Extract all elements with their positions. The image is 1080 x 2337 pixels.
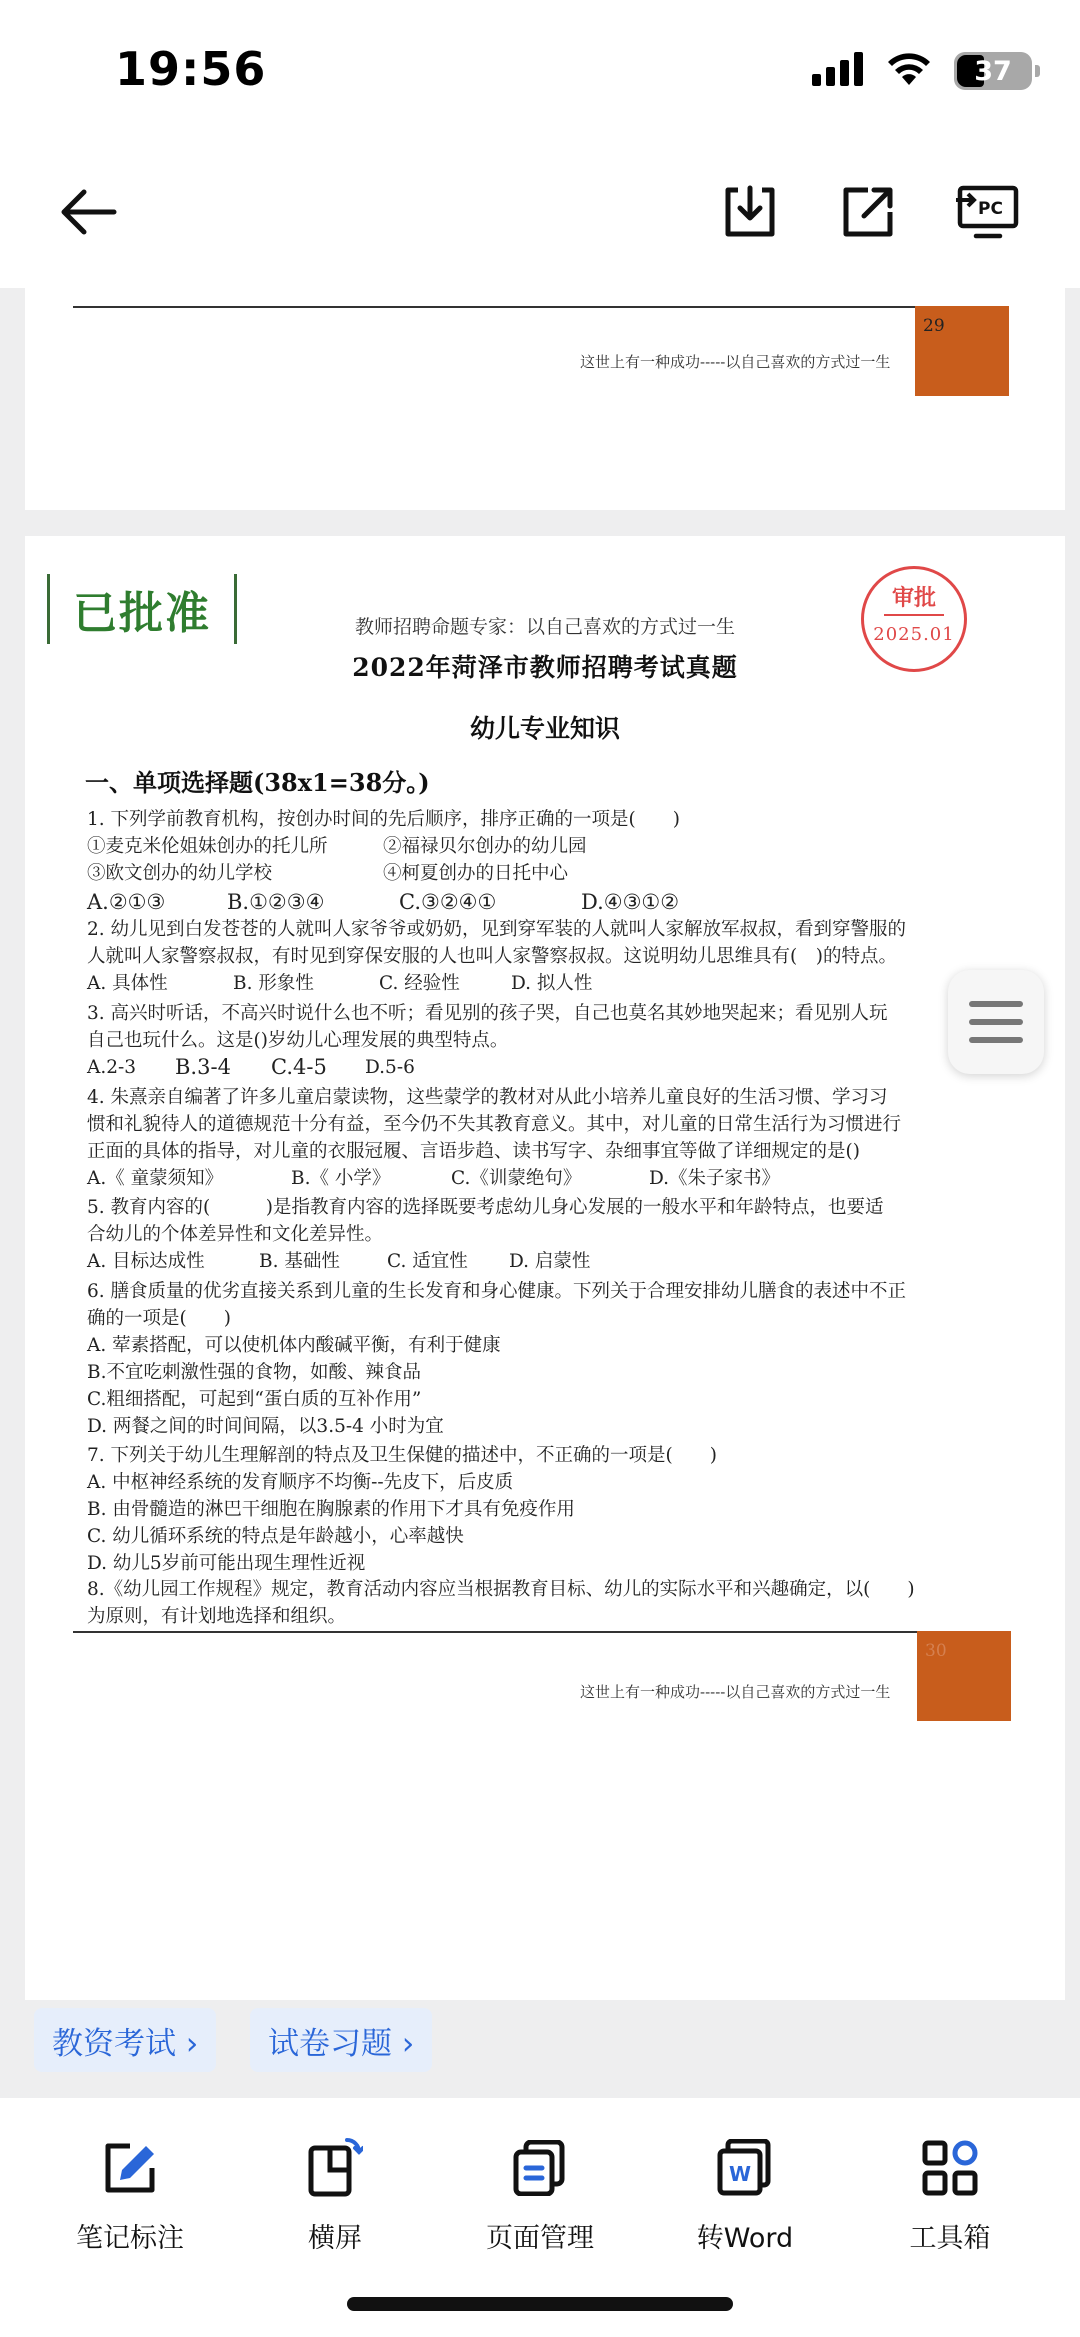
question-3 xyxy=(87,1000,1027,1081)
doc-title: 2022年菏泽市教师招聘考试真题 xyxy=(352,653,738,682)
word-convert-icon xyxy=(715,2138,775,2198)
question-options xyxy=(87,1248,1027,1275)
back-arrow-icon xyxy=(58,187,118,237)
option-c: C.4-5 xyxy=(271,1055,327,1079)
question-line: 人就叫人家警察叔叔，有时见到穿保安服的人也叫人家警察叔叔。这说明幼儿思维具有( )的特点。 xyxy=(87,946,897,967)
option-c: C.③②④① xyxy=(399,890,497,914)
question-line: 合幼儿的个体差异性和文化差异性。 xyxy=(87,1224,384,1245)
option-a: A.《 童蒙须知》 xyxy=(87,1168,224,1189)
tag-exam-papers[interactable]: 试卷习题 › xyxy=(250,2008,432,2072)
question-option-line: A. 荤素搭配，可以使机体内酸碱平衡，有利于健康 xyxy=(87,1335,501,1356)
option-b: B. 形象性 xyxy=(233,973,314,994)
question-line: 惯和礼貌待人的道德规范十分有益，至今仍不失其教育意义。其中，对儿童的日常生活行为习惯进行 xyxy=(87,1114,902,1135)
status-time: 19:56 xyxy=(115,42,267,96)
share-button[interactable] xyxy=(828,172,908,252)
question-line: 自己也玩什么。这是()岁幼儿心理发展的典型特点。 xyxy=(87,1030,509,1051)
option-a: A. 目标达成性 xyxy=(87,1251,205,1272)
page-number-box xyxy=(917,1631,1011,1721)
option-b: B.3-4 xyxy=(175,1055,231,1079)
question-line: 6. 膳食质量的优劣直接关系到儿童的生长发育和身心健康。下列关于合理安排幼儿膳食的表述中不正 xyxy=(87,1281,907,1302)
option-b: B.《 小学》 xyxy=(291,1168,391,1189)
document-page-29 xyxy=(25,288,1065,510)
question-6 xyxy=(87,1278,1027,1440)
question-line: 3. 高兴时听话，不高兴时说什么也不听；看见别的孩子哭，自己也莫名其妙地哭起来；看见别人玩 xyxy=(87,1003,888,1024)
page-footer-line xyxy=(73,1631,925,1633)
toolbar-label: 笔记标注 xyxy=(76,2223,184,2254)
toolbar-label: 转Word xyxy=(696,2223,794,2254)
question-7 xyxy=(87,1442,1027,1577)
question-options xyxy=(87,1054,1027,1081)
status-icons xyxy=(812,48,1032,94)
question-line: 7. 下列关于幼儿生理解剖的特点及卫生保健的描述中，不正确的一项是( ) xyxy=(87,1445,717,1466)
page-number: 29 xyxy=(923,316,945,336)
question-line: ③欧文创办的幼儿学校 ④柯夏创办的日托中心 xyxy=(87,863,569,884)
doc-subject: 幼儿专业知识 xyxy=(469,714,620,743)
toolbar-landscape[interactable] xyxy=(245,2138,425,2255)
back-button[interactable] xyxy=(52,176,124,248)
question-2 xyxy=(87,916,1027,997)
section-heading: 一、单项选择题(38x1=38分。) xyxy=(85,768,430,797)
question-options xyxy=(87,970,1027,997)
page-number-box xyxy=(915,306,1009,396)
option-c: C. 适宜性 xyxy=(387,1251,468,1272)
question-option-line: C.粗细搭配，可起到“蛋白质的互补作用” xyxy=(87,1389,422,1410)
download-icon xyxy=(720,182,780,242)
option-c: C.《训蒙绝句》 xyxy=(451,1168,582,1189)
option-b: B.①②③④ xyxy=(227,890,325,914)
option-b: B. 基础性 xyxy=(259,1251,340,1272)
question-line: 5. 教育内容的( )是指教育内容的选择既要考虑幼儿身心发展的一般水平和年龄特点，也要适 xyxy=(87,1197,884,1218)
cellular-signal-icon xyxy=(812,52,864,90)
battery-icon xyxy=(954,52,1032,90)
svg-text:PC: PC xyxy=(978,199,1003,219)
question-option-line: B. 由骨髓造的淋巴干细胞在胸腺素的作用下才具有免疫作用 xyxy=(87,1499,575,1520)
document-viewer[interactable] xyxy=(0,288,1080,2098)
tag-teacher-exam[interactable]: 教资考试 › xyxy=(34,2008,216,2072)
send-to-pc-button[interactable] xyxy=(948,172,1028,252)
page-footer-line xyxy=(73,306,925,308)
question-line: 2. 幼儿见到白发苍苍的人就叫人家爷爷或奶奶，见到穿军装的人就叫人家解放军叔叔，看到穿警服的 xyxy=(87,919,907,940)
option-d: D.《朱子家书》 xyxy=(649,1168,781,1189)
seal-date: 2025.01 xyxy=(873,624,955,645)
share-icon xyxy=(838,182,898,242)
toolbar-label: 页面管理 xyxy=(486,2223,594,2254)
option-a: A.②①③ xyxy=(87,890,166,914)
document-page-30 xyxy=(25,536,1065,2006)
doc-subtitle: 教师招聘命题专家：以自己喜欢的方式过一生 xyxy=(354,616,735,638)
question-line: 1. 下列学前教育机构，按创办时间的先后顺序，排序正确的一项是( ) xyxy=(87,809,680,830)
seal-label: 审批 xyxy=(884,581,944,616)
page-footer-motto: 这世上有一种成功-----以自己喜欢的方式过一生 xyxy=(580,353,891,371)
toolbar-toolbox[interactable] xyxy=(860,2138,1040,2255)
home-indicator[interactable] xyxy=(347,2297,733,2311)
question-line: 8.《幼儿园工作规程》规定，教育活动内容应当根据教育目标、幼儿的实际水平和兴趣确定，以( ) xyxy=(87,1579,915,1600)
question-8 xyxy=(87,1576,1027,1630)
toolbar-to-word[interactable] xyxy=(655,2138,835,2255)
option-d: D. 拟人性 xyxy=(511,973,593,994)
send-to-pc-icon xyxy=(956,182,1020,242)
battery-level: 37 xyxy=(974,55,1012,87)
question-option-line: D. 两餐之间的时间间隔，以3.5-4 小时为宜 xyxy=(87,1416,444,1437)
rotate-screen-icon xyxy=(305,2138,365,2198)
option-a: A. 具体性 xyxy=(87,973,168,994)
question-option-line: B.不宜吃刺激性强的食物，如酸、辣食品 xyxy=(87,1362,421,1383)
question-1 xyxy=(87,806,1027,916)
option-c: C. 经验性 xyxy=(379,973,460,994)
question-options xyxy=(87,1165,1027,1192)
option-d: D.5-6 xyxy=(365,1057,415,1078)
option-d: D. 启蒙性 xyxy=(509,1251,591,1272)
related-tags-bar xyxy=(0,2000,1080,2098)
question-line: 4. 朱熹亲自编著了许多儿童启蒙读物，这些蒙学的教材对从此小培养儿童良好的生活习惯、学习习 xyxy=(87,1087,888,1108)
question-5 xyxy=(87,1194,1027,1275)
question-line: 为原则，有计划地选择和组织。 xyxy=(87,1606,347,1627)
toolbox-icon xyxy=(920,2138,980,2198)
toolbar-page-manage[interactable] xyxy=(450,2138,630,2255)
question-4 xyxy=(87,1084,1027,1192)
question-line: 确的一项是( ) xyxy=(87,1308,231,1329)
status-bar xyxy=(0,0,1080,140)
app-header xyxy=(0,140,1080,288)
download-button[interactable] xyxy=(710,172,790,252)
page-manage-icon xyxy=(510,2138,570,2198)
question-option-line: A. 中枢神经系统的发育顺序不均衡--先皮下，后皮质 xyxy=(87,1472,514,1493)
wifi-icon xyxy=(886,52,932,90)
question-options xyxy=(87,889,1027,916)
page-number: 30 xyxy=(925,1641,947,1661)
hamburger-menu-icon xyxy=(969,999,1023,1045)
option-a: A.2-3 xyxy=(87,1057,137,1078)
question-option-line: C. 幼儿循环系统的特点是年龄越小，心率越快 xyxy=(87,1526,464,1547)
question-line: ①麦克米伦姐妹创办的托儿所 ②福禄贝尔创办的幼儿园 xyxy=(87,836,587,857)
question-option-line: D. 幼儿5岁前可能出现生理性近视 xyxy=(87,1553,366,1574)
approved-stamp: 已批准 xyxy=(47,574,237,644)
toolbar-label: 横屏 xyxy=(308,2223,362,2254)
option-d: D.④③①② xyxy=(581,890,680,914)
toolbar-label: 工具箱 xyxy=(909,2223,991,2254)
toolbar-notes[interactable] xyxy=(40,2138,220,2255)
edit-note-icon xyxy=(100,2138,160,2198)
page-footer-motto: 这世上有一种成功-----以自己喜欢的方式过一生 xyxy=(580,1683,891,1701)
svg-text:W: W xyxy=(729,2162,752,2186)
question-line: 正面的具体的指导，对儿童的衣服冠履、言语步趋、读书写字、杂细事宜等做了详细规定的是() xyxy=(87,1141,860,1162)
floating-menu-button[interactable] xyxy=(948,970,1044,1074)
